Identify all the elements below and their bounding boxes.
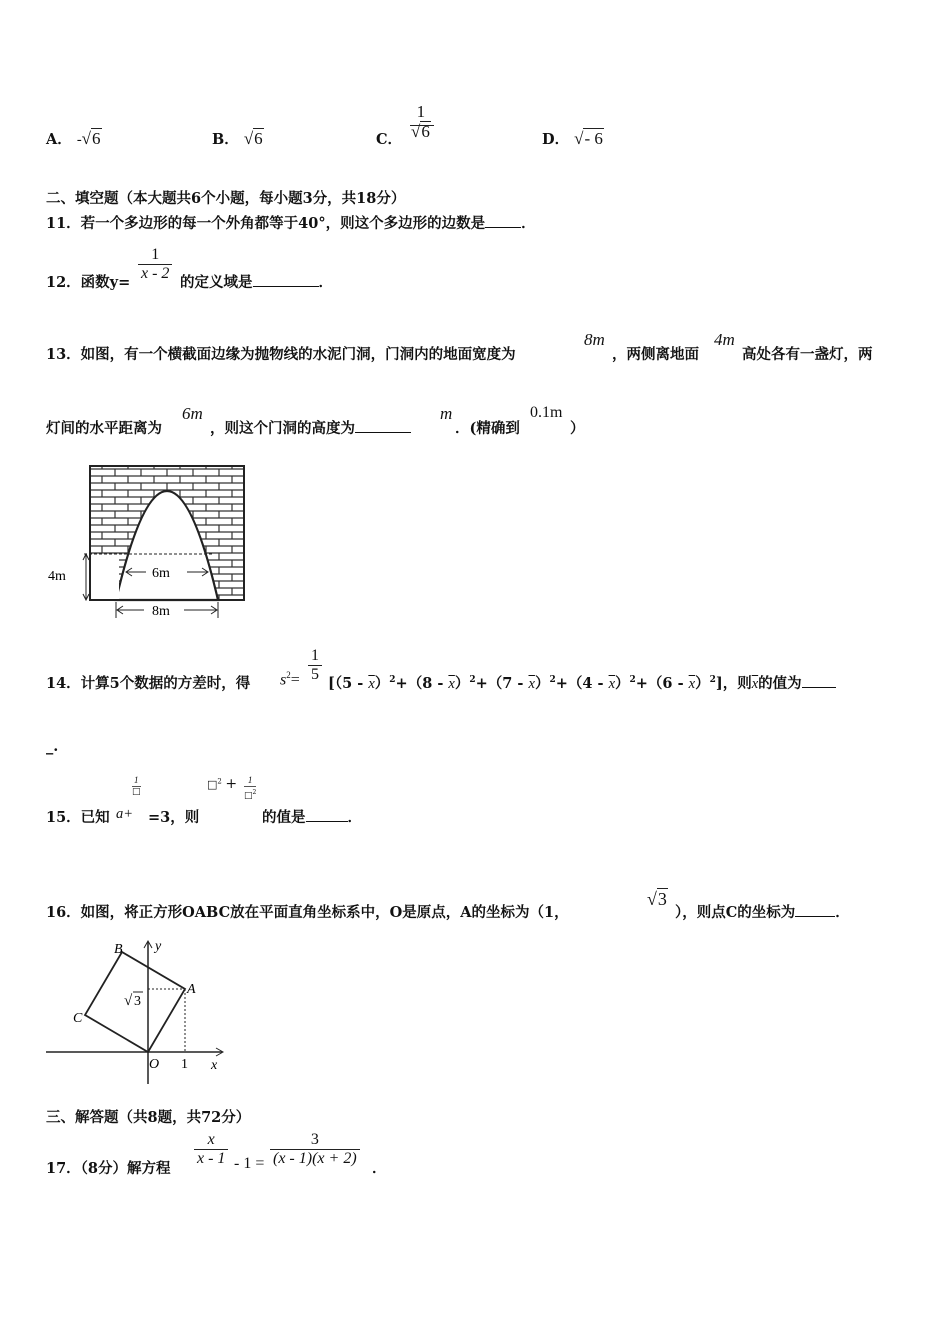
q17-fraction-1: $\frac{x}{x - 1}$ [194, 1131, 228, 1168]
choice-c-fraction: 1 √6 [411, 102, 430, 141]
label-O: O [149, 1057, 160, 1072]
q13-v3: 6m [182, 404, 203, 423]
q17-minus: - 1 = [234, 1155, 265, 1172]
q13-unit: m [440, 404, 453, 423]
q15-a: a+ [116, 806, 134, 822]
q17-fraction-2: $\frac{3}{(x - 1)(x + 2)}$ [270, 1131, 360, 1168]
q14-s: $s^2=$ [280, 670, 300, 689]
choice-c-bar [410, 125, 434, 126]
q15-expression: □$^2$ + [207, 776, 238, 792]
label-sqrt3: √ [124, 993, 133, 1009]
q15-prefix: 15．已知 [46, 809, 110, 826]
label-sqrt3-rad: 3 [134, 994, 141, 1009]
q11: 11．若一个多边形的每一个外角都等于40°，则这个多边形的边数是 ． [46, 215, 536, 232]
label-A: A [187, 982, 196, 997]
q12-fraction: $\frac{1}{x - 2}$ [138, 246, 172, 283]
q14-cont: _. [46, 738, 59, 755]
q13-arch-figure [44, 462, 249, 622]
label-y: y [155, 939, 162, 954]
fig-label-6m: 6m [152, 566, 170, 581]
q16-suffix: ），则点C的坐标为 ． [675, 904, 850, 921]
choice-d: D． √- 6 [542, 129, 603, 148]
q14-fraction: $\frac{1}{5}$ [308, 647, 322, 684]
choice-c-label: C． [376, 131, 403, 148]
q13-part7: ） [570, 420, 585, 437]
section3-title: 三、解答题（共8题，共72分） [46, 1109, 251, 1126]
q14-expression: $[(5 - \overline{x})^2+(8 - \overline{x})^2+(7 - \overline{x})^2+(4 - \overline{x})^2+(6 - \overline{x})^2]$，则$\overline{x}$的值为 [328, 672, 836, 693]
fig-label-8m: 8m [152, 604, 170, 619]
q15-suffix: 的值是 ． [262, 809, 362, 826]
q13-v2: 4m [714, 330, 735, 349]
fig-label-4m: 4m [48, 569, 66, 584]
q13-part6: ．(精确到 [455, 420, 520, 437]
q14-prefix: 14．计算5个数据的方差时，得 [46, 675, 251, 692]
q12-suffix: 的定义域是 ． [180, 274, 333, 291]
q13-part2: ，两侧离地面 [612, 346, 699, 363]
label-C: C [73, 1011, 83, 1026]
q15-small-fraction: 1 □ [132, 775, 141, 797]
q16-square-figure [44, 938, 229, 1088]
q15-small-fraction-2: 1 □$^2$ [244, 775, 257, 801]
label-1: 1 [181, 1057, 188, 1072]
q13-line1: 13．如图，有一个横截面边缘为抛物线的水泥门洞，门洞内的地面宽度为 [46, 346, 516, 363]
q16-text: 16．如图，将正方形OABC放在平面直角坐标系中，O是原点，A的坐标为（1， [46, 904, 569, 921]
choice-b: B． √6 [212, 129, 263, 148]
q17-prefix: 17．（8分）解方程 [46, 1160, 171, 1177]
q13-v1: 8m [584, 330, 605, 349]
q17-end: ． [372, 1160, 387, 1177]
q13-v4: 0.1m [530, 404, 563, 421]
q15-eq: =3，则 [148, 809, 200, 826]
choice-a: A． -√6 [46, 129, 101, 148]
label-x: x [211, 1058, 218, 1073]
section2-title: 二、填空题（本大题共6个小题，每小题3分，共18分） [46, 190, 406, 207]
q13-part4: 灯间的水平距离为 [46, 420, 162, 437]
q16-sqrt3: √3 [647, 889, 667, 909]
label-B: B [114, 942, 123, 957]
q13-part5: ，则这个门洞的高度为 [210, 417, 411, 438]
q13-part3: 高处各有一盏灯，两 [742, 346, 873, 363]
q12: 12．函数y= [46, 274, 131, 291]
